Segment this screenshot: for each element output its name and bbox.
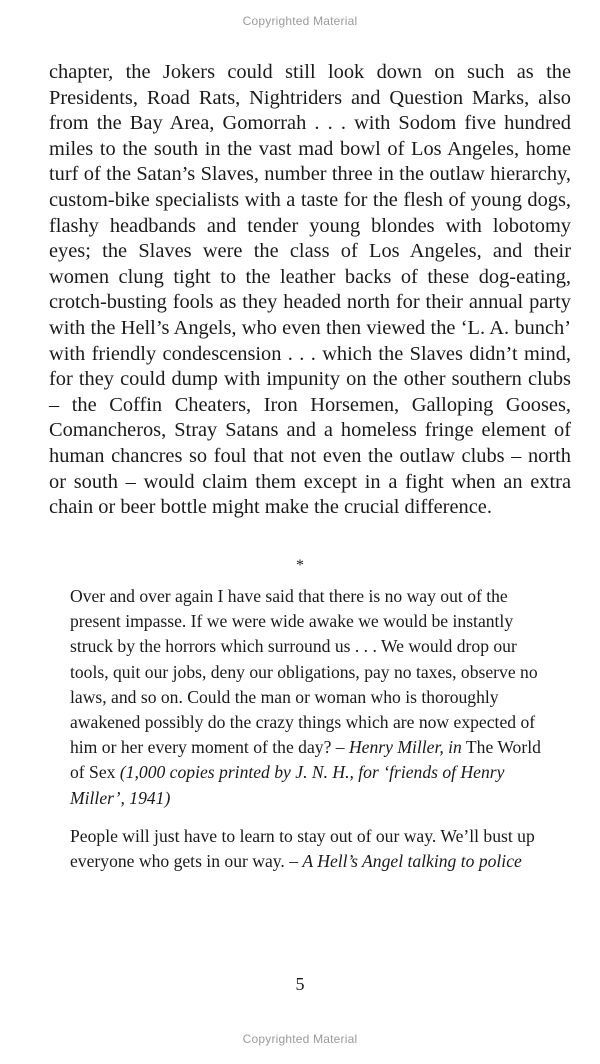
epigraph-attribution: Henry Miller, in — [348, 737, 462, 758]
page-number: 5 — [295, 974, 305, 994]
epigraph-text: People will just have to learn to stay out of our way. We’ll bust up everyone who gets in our way. – — [70, 826, 535, 872]
epigraph-hells-angel — [70, 824, 551, 874]
main-paragraph: chapter, the Jokers could still look down on such as the Presidents, Road Rats, Nightriders and Question Marks, also from the Bay Area, Gomorrah . . . with Sodom five hundred miles to the south in the vast mad bowl of Los Angeles, home turf of the Satan’s Slaves, number three in the outlaw hierarchy, custom-bike specialists with a taste for the flesh of young dogs, flashy headbands and tender young blondes with lobotomy eyes; the Slaves were the class of Los Angeles, and their women clung tight to the leather backs of these dog-eating, crotch-busting fools as they headed north for their annual party with the Hell’s Angels, who even then viewed the ‘L. A. bunch’ with friendly condescension . . . which the Slaves didn’t mind, for they could dump with impunity on the other southern clubs – the Coffin Cheaters, Iron Horsemen, Galloping Gooses, Comancheros, Stray Satans and a homeless fringe element of human chancres so foul that not even the outlaw clubs – north or south – would claim them except in a fight when an extra chain or beer bottle might make the crucial difference. — [49, 61, 571, 519]
epigraph-book-title: The World of Sex — [70, 737, 541, 783]
epigraph-attribution: A Hell’s Angel talking to police — [302, 851, 522, 872]
epigraph-publication-note: (1,000 copies printed by J. N. H., for ‘friends of Henry Miller’, 1941) — [70, 762, 505, 808]
epigraph-henry-miller — [70, 584, 551, 811]
epigraph-text: Over and over again I have said that there is no way out of the present impasse. If we were wide awake we would be instantly struck by the horrors which surround us . . . We would drop our tools, quit our jobs, deny our obligations, pay no taxes, observe no laws, and so on. Could the man or woman who is thoroughly awakened possibly do the crazy things which are now expected of him or her every moment of the day? – — [70, 586, 538, 758]
section-separator: * — [296, 557, 304, 574]
copyright-watermark-bottom: Copyrighted Material — [242, 1032, 358, 1046]
copyright-watermark-top: Copyrighted Material — [242, 14, 358, 28]
